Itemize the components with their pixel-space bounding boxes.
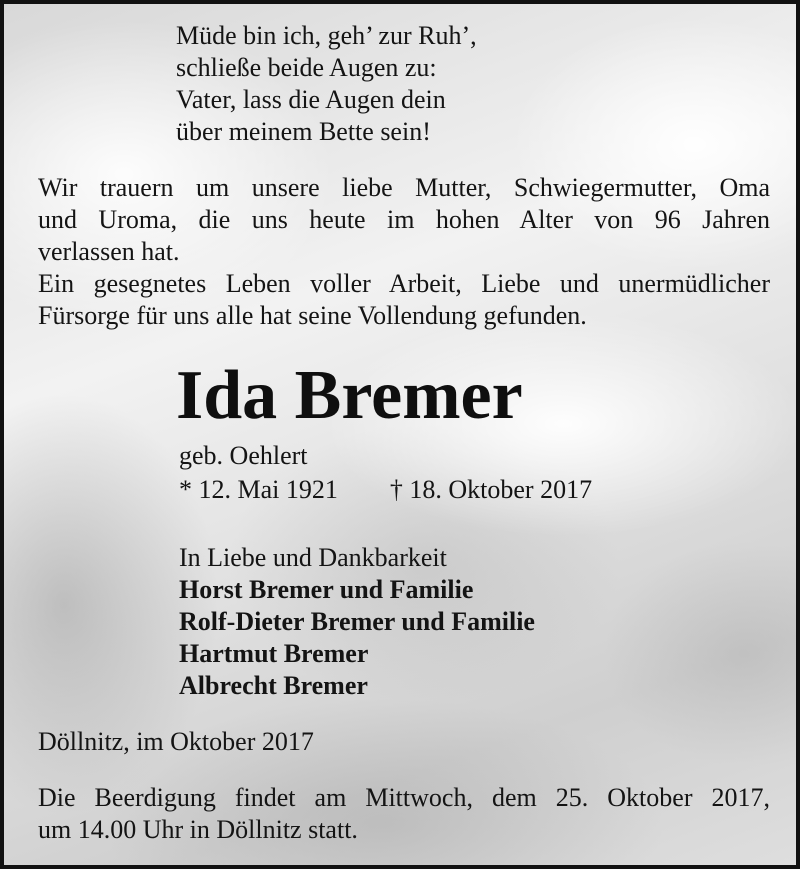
poem-line: Vater, lass die Augen dein [176,85,446,114]
poem [176,20,477,148]
intro-line: Ein gesegnetes Leben voller Arbeit, Liebe und unermüdlicher [38,269,770,298]
life-dates [179,474,592,506]
intro-line: verlassen hat. [38,237,180,266]
intro-line: Fürsorge für uns alle hat seine Vollendung gefunden. [38,301,587,330]
poem-line: über meinem Bette sein! [176,117,431,146]
funeral-line: Die Beerdigung findet am Mittwoch, dem 25. Oktober 2017, [38,783,770,812]
mourners-intro: In Liebe und Dankbarkeit [179,543,447,572]
poem-line: schließe beide Augen zu: [176,53,437,82]
mourner-name: Hartmut Bremer [179,639,369,668]
mourner-name: Albrecht Bremer [179,671,368,700]
intro-line: und Uroma, die uns heute im hohen Alter von 96 Jahren [38,205,770,234]
place-date: Döllnitz, im Oktober 2017 [38,727,314,756]
mourner-name: Rolf-Dieter Bremer und Familie [179,607,535,636]
mourner-name: Horst Bremer und Familie [179,575,474,604]
birth-date: * 12. Mai 1921 [179,475,338,504]
funeral-line: um 14.00 Uhr in Döllnitz statt. [38,815,358,844]
deceased-name: Ida Bremer [176,357,523,434]
funeral-info [38,782,770,846]
intro-line: Wir trauern um unsere liebe Mutter, Schwiegermutter, Oma [38,173,770,202]
death-date: † 18. Oktober 2017 [389,475,593,504]
birth-name: geb. Oehlert [179,441,308,470]
mourners [179,542,535,702]
poem-line: Müde bin ich, geh’ zur Ruh’, [176,21,477,50]
intro-text [38,172,770,332]
